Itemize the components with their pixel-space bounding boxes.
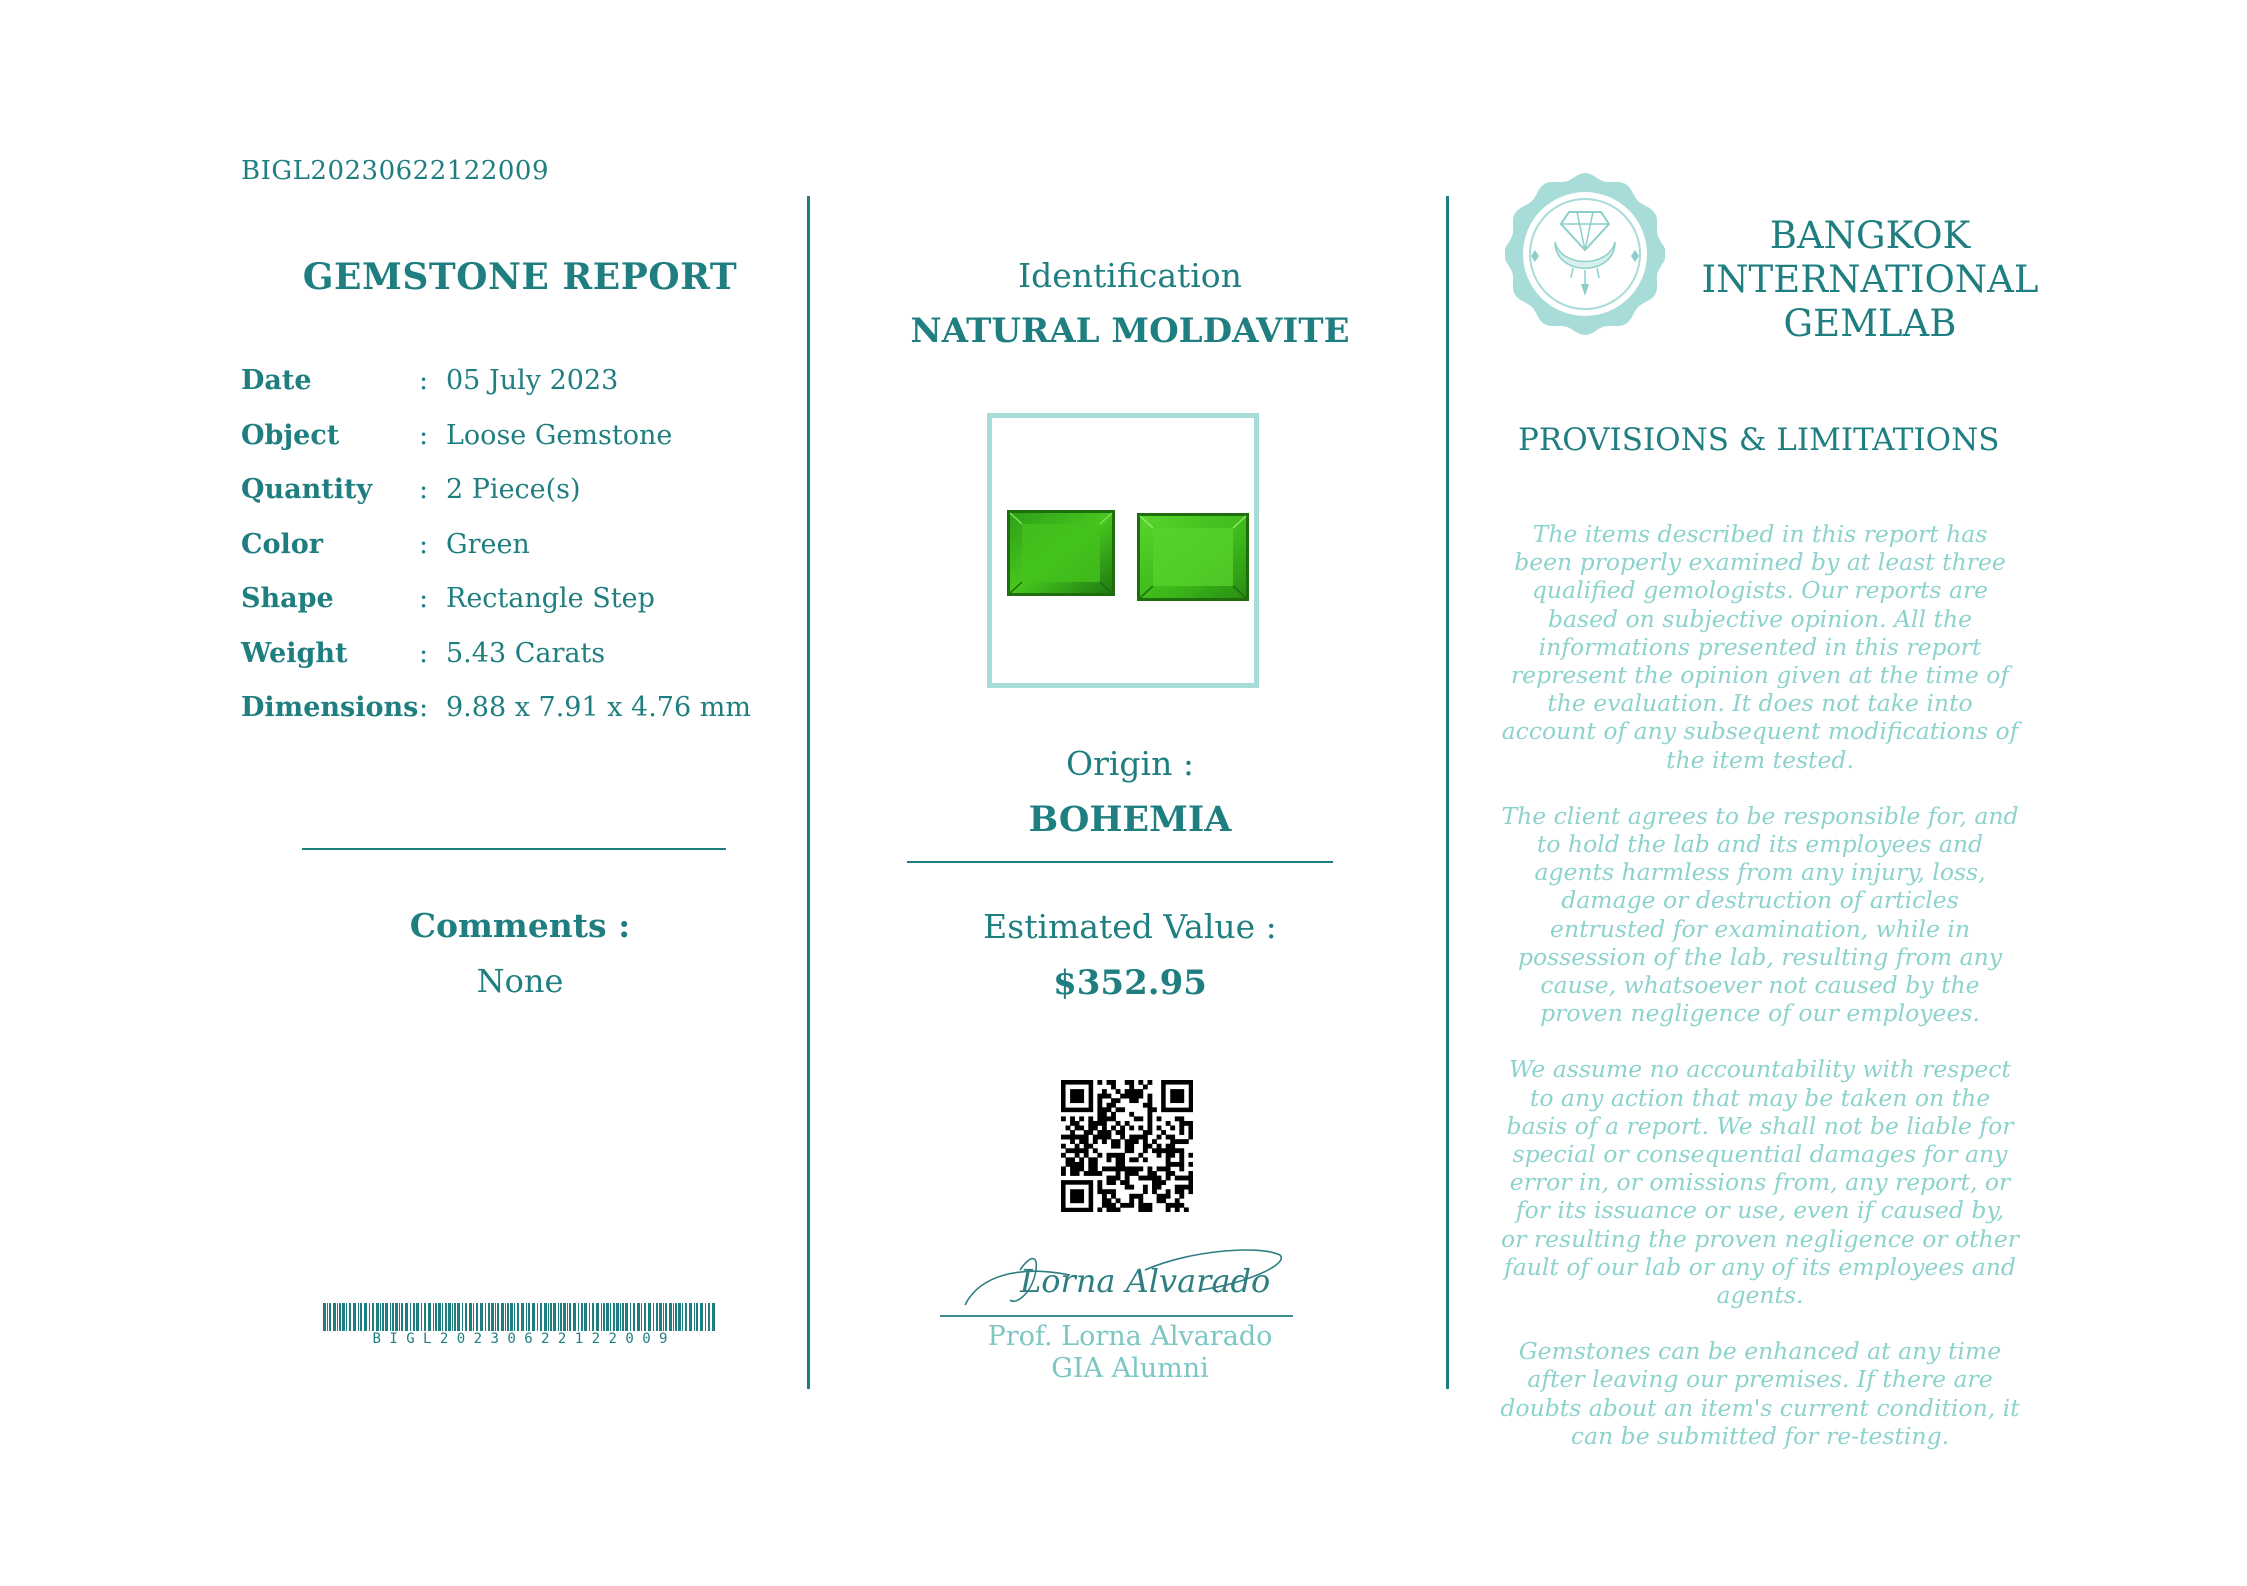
lab-name-line2: INTERNATIONAL <box>1701 258 2039 301</box>
qr-code-icon <box>1061 1080 1193 1212</box>
gemstone-photo-frame <box>987 413 1259 688</box>
gemstone-2 <box>1137 513 1249 601</box>
detail-label: Dimensions <box>241 692 419 723</box>
detail-label: Date <box>241 365 312 396</box>
gemstone-1 <box>1007 510 1115 596</box>
detail-value: 2 Piece(s) <box>446 474 581 505</box>
left-divider-line <box>302 848 726 850</box>
lab-name <box>1700 214 2040 346</box>
detail-value: 05 July 2023 <box>446 365 619 396</box>
diamond-seal-icon <box>1505 172 1665 337</box>
detail-colon: : <box>419 692 429 723</box>
signature-script <box>960 1245 1290 1315</box>
signature-credential: GIA Alumni <box>1051 1353 1209 1384</box>
gemstone-photo <box>992 418 1254 683</box>
divider-right <box>1446 196 1449 1389</box>
divider-left <box>807 196 810 1389</box>
detail-colon: : <box>419 419 429 451</box>
report-title: GEMSTONE REPORT <box>302 256 738 298</box>
detail-value: Loose Gemstone <box>446 419 673 451</box>
detail-label: Weight <box>241 637 348 669</box>
provisions-paragraph: We assume no accountability with respect to any action that may be taken on the basis of a report. We shall not be liable for special or consequential damages for any error in, or omissions from, any report, or for its issuance or use, even if caused by, or resulting the proven negligence or other fault of our lab or any of its employees and agents. <box>1501 1055 2019 1310</box>
origin-label: Origin : <box>1066 744 1194 783</box>
comments-value: None <box>476 962 564 1000</box>
svg-text:Lorna Alvarado: Lorna Alvarado <box>1020 1262 1271 1300</box>
detail-label: Object <box>241 419 340 451</box>
detail-colon: : <box>419 528 429 560</box>
detail-colon: : <box>419 637 429 669</box>
detail-label: Quantity <box>241 474 373 505</box>
identification-label: Identification <box>1018 256 1242 295</box>
lab-name-line3: GEMLAB <box>1783 302 1957 345</box>
detail-value: Rectangle Step <box>446 583 655 614</box>
detail-colon: : <box>419 365 429 396</box>
detail-label: Color <box>241 528 323 560</box>
identification-value: NATURAL MOLDAVITE <box>910 311 1350 351</box>
barcode-text: B I G L 2 0 2 3 0 6 2 2 1 2 2 0 0 9 <box>372 1331 668 1347</box>
provisions-paragraph: The client agrees to be responsible for, and to hold the lab and its employees and agents harmless from any injury, loss, damage or destruction of articles entrusted for examination, while in possession of the lab, resulting from any cause, whatsoever not caused by the proven negligence of our employees. <box>1501 801 2019 1028</box>
detail-colon: : <box>419 474 429 505</box>
comments-label: Comments : <box>409 906 631 945</box>
origin-value: BOHEMIA <box>1028 799 1232 840</box>
provisions-title: PROVISIONS & LIMITATIONS <box>1518 422 2000 458</box>
detail-value: Green <box>446 528 530 560</box>
detail-value: 9.88 x 7.91 x 4.76 mm <box>446 692 751 723</box>
provisions-paragraph: The items described in this report has been properly examined by at least three qualified gemologists. Our reports are based on subjective opinion. All the informations presented in this report represent the opinion given at the time of the evaluation. It does not take into account of any subsequent modifications of the item tested. <box>1501 520 2019 774</box>
detail-colon: : <box>419 583 429 614</box>
detail-value: 5.43 Carats <box>446 637 606 669</box>
lab-name-line1: BANGKOK <box>1769 214 1971 257</box>
report-id: BIGL20230622122009 <box>241 156 549 186</box>
barcode-icon <box>323 1303 717 1331</box>
provisions-text <box>1500 520 2020 1478</box>
middle-divider-line <box>907 861 1333 863</box>
detail-label: Shape <box>241 583 334 614</box>
provisions-paragraph: Gemstones can be enhanced at any time after leaving our premises. If there are doubts about an item's current condition, it can be submitted for re-testing. <box>1500 1337 2020 1450</box>
estimated-value: $352.95 <box>1053 963 1207 1003</box>
signature-name: Prof. Lorna Alvarado <box>987 1321 1273 1352</box>
signature-line <box>940 1315 1293 1317</box>
estimated-value-label: Estimated Value : <box>983 907 1277 946</box>
